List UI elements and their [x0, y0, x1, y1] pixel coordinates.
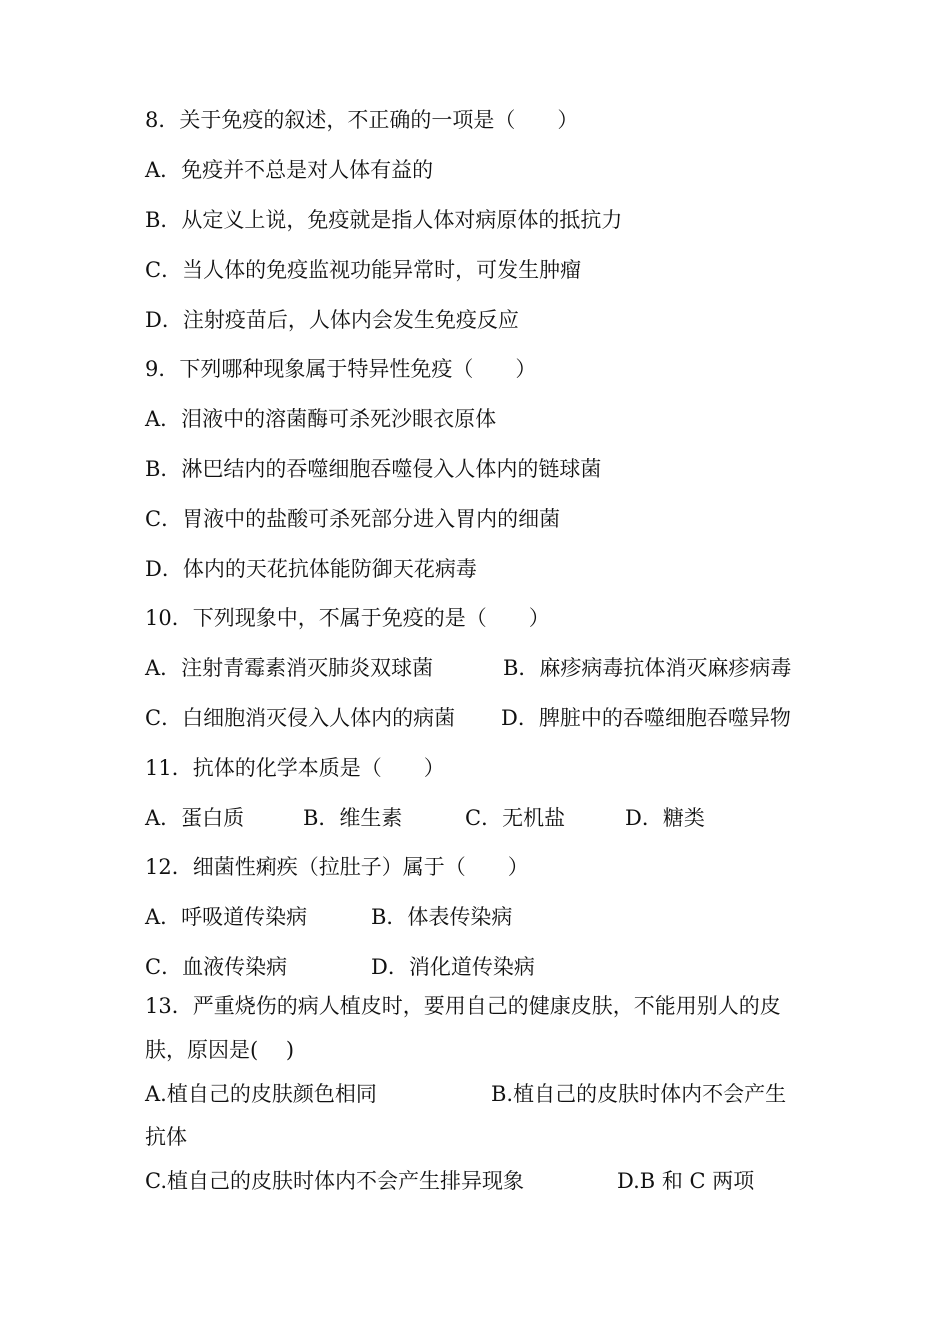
question-8-option-b: B．从定义上说，免疫就是指人体对病原体的抵抗力 — [145, 208, 623, 232]
question-10-option-c: C．白细胞消灭侵入人体内的病菌 — [145, 706, 456, 730]
question-13-options-row-1 — [145, 1080, 786, 1108]
question-8-stem: 8．关于免疫的叙述，不正确的一项是（ ） — [145, 108, 579, 132]
question-9-option-c: C．胃液中的盐酸可杀死部分进入胃内的细菌 — [145, 507, 561, 531]
question-12-option-a: A．呼吸道传染病 — [145, 905, 308, 929]
question-9-option-d: D．体内的天花抗体能防御天花病毒 — [145, 557, 477, 581]
question-12-option-d: D．消化道传染病 — [371, 955, 535, 979]
question-10-options-row-1 — [145, 654, 791, 682]
question-11-stem: 11．抗体的化学本质是（ ） — [145, 756, 445, 780]
question-10-option-a: A．注射青霉素消灭肺炎双球菌 — [145, 656, 434, 680]
question-10-stem: 10．下列现象中，不属于免疫的是（ ） — [145, 606, 550, 630]
question-12-options-row-1 — [145, 903, 512, 931]
question-13-option-d: D.B 和 C 两项 — [617, 1169, 755, 1193]
question-9-option-b: B．淋巴结内的吞噬细胞吞噬侵入人体内的链球菌 — [145, 457, 602, 481]
question-13-option-b-continued: 抗体 — [145, 1125, 187, 1149]
question-12-option-c: C．血液传染病 — [145, 955, 288, 979]
question-13-stem-line-2: 肤，原因是( ) — [145, 1038, 295, 1062]
question-10-option-b: B．麻疹病毒抗体消灭麻疹病毒 — [503, 656, 792, 680]
question-8-option-a: A．免疫并不总是对人体有益的 — [145, 158, 434, 182]
question-9-stem: 9．下列哪种现象属于特异性免疫（ ） — [145, 357, 537, 381]
question-12-options-row-2 — [145, 953, 535, 981]
question-10-options-row-2 — [145, 704, 791, 732]
question-13-option-a: A.植自己的皮肤颜色相同 — [145, 1082, 377, 1106]
question-12-option-b: B．体表传染病 — [371, 905, 513, 929]
question-13-option-b: B.植自己的皮肤时体内不会产生 — [491, 1082, 787, 1106]
question-13-stem-line-1: 13．严重烧伤的病人植皮时，要用自己的健康皮肤，不能用别人的皮 — [145, 994, 781, 1018]
question-11-options-row — [145, 804, 705, 832]
question-11-option-b: B．维生素 — [303, 806, 403, 830]
question-8-option-d: D．注射疫苗后，人体内会发生免疫反应 — [145, 308, 519, 332]
question-11-option-c: C．无机盐 — [465, 806, 566, 830]
question-9-option-a: A．泪液中的溶菌酶可杀死沙眼衣原体 — [145, 407, 497, 431]
question-10-option-d: D．脾脏中的吞噬细胞吞噬异物 — [501, 706, 791, 730]
question-13-option-c: C.植自己的皮肤时体内不会产生排异现象 — [145, 1169, 524, 1193]
question-11-option-a: A．蛋白质 — [145, 806, 245, 830]
question-13-options-row-2 — [145, 1167, 754, 1195]
question-11-option-d: D．糖类 — [625, 806, 705, 830]
question-12-stem: 12．细菌性痢疾（拉肚子）属于（ ） — [145, 855, 529, 879]
question-8-option-c: C．当人体的免疫监视功能异常时，可发生肿瘤 — [145, 258, 582, 282]
